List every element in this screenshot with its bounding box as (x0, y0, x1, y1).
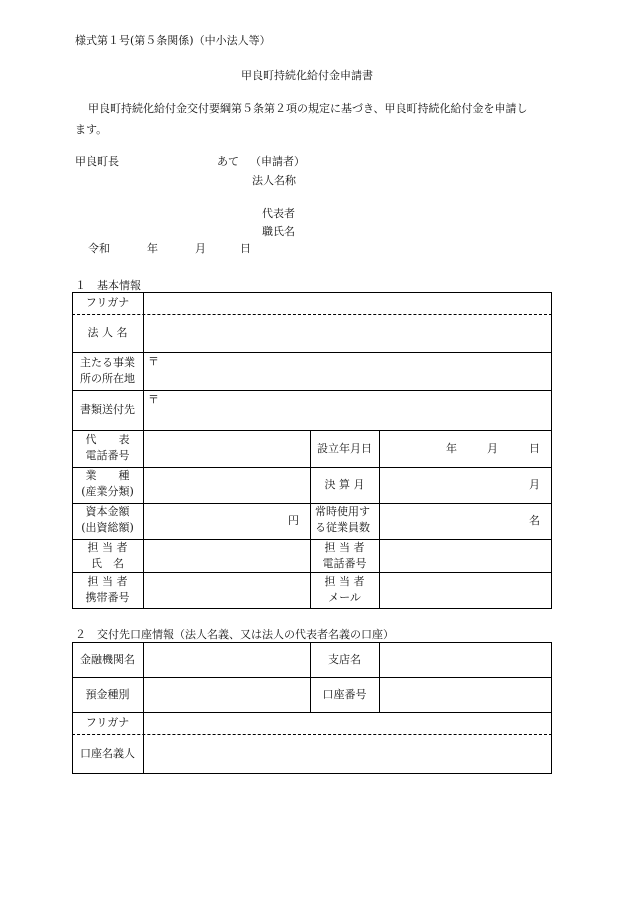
rep-title-label: 職氏名 (262, 225, 295, 238)
account-no-label: 口座番号 (322, 688, 367, 701)
applicant-label: （申請者） (250, 155, 305, 168)
corp-name-row-label: 法 人 名 (87, 326, 128, 339)
est-day: 日 (529, 442, 540, 455)
ate-label: あて (217, 155, 239, 168)
send-to-label: 書類送付先 (80, 403, 135, 416)
page-title: 甲良町持続化給付金申請書 (241, 69, 373, 82)
corp-name-label: 法人名称 (252, 174, 296, 187)
reiwa-label: 令和 (88, 242, 110, 255)
furigana-label: フリガナ (85, 296, 130, 309)
address-label: 主たる事業 所の所在地 (80, 356, 135, 385)
day-label: 日 (240, 242, 251, 255)
branch-label: 支店名 (328, 653, 361, 666)
postal-mark: 〒 (148, 355, 159, 368)
intro-line-1: 甲良町持続化給付金交付要綱第５条第２項の規定に基づき、甲良町持続化給付金を申請し (88, 102, 528, 115)
intro-line-2: ます。 (75, 123, 108, 136)
est-date-label: 設立年月日 (317, 442, 372, 455)
pic-mail-label: 担 当 者 メール (324, 575, 365, 604)
postal-mark-2: 〒 (148, 393, 159, 406)
fiscal-label: 決 算 月 (324, 478, 365, 491)
section2-heading: ２ 交付先口座情報（法人名義、又は法人の代表者名義の口座） (75, 628, 394, 641)
month-label: 月 (195, 242, 206, 255)
employees-label: 常時使用す る従業員数 (315, 505, 370, 534)
pic-name-label: 担 当 者 氏 名 (87, 541, 128, 570)
pic-tel-label: 担 当 者 電話番号 (322, 541, 367, 570)
pic-mobile-label: 担 当 者 携帯番号 (85, 575, 130, 604)
section1-heading: １ 基本情報 (75, 279, 141, 292)
rep-label: 代表者 (262, 207, 295, 220)
year-label: 年 (147, 242, 158, 255)
bank-furigana-label: フリガナ (85, 716, 130, 729)
yen-unit: 円 (288, 514, 299, 527)
est-month: 月 (487, 442, 498, 455)
fiscal-month: 月 (529, 478, 540, 491)
form-number: 様式第１号(第５条関係)（中小法人等） (75, 34, 271, 47)
rep-tel-label: 代 表 電話番号 (85, 433, 130, 462)
industry-label: 業 種 (産業分類) (81, 469, 134, 498)
people-unit: 名 (529, 514, 540, 527)
bank-label: 金融機関名 (80, 653, 135, 666)
est-year: 年 (446, 442, 457, 455)
capital-label: 資本金額 (出資総額) (81, 505, 134, 534)
deposit-type-label: 預金種別 (85, 688, 130, 701)
mayor-label: 甲良町長 (75, 155, 119, 168)
holder-label: 口座名義人 (80, 747, 135, 760)
